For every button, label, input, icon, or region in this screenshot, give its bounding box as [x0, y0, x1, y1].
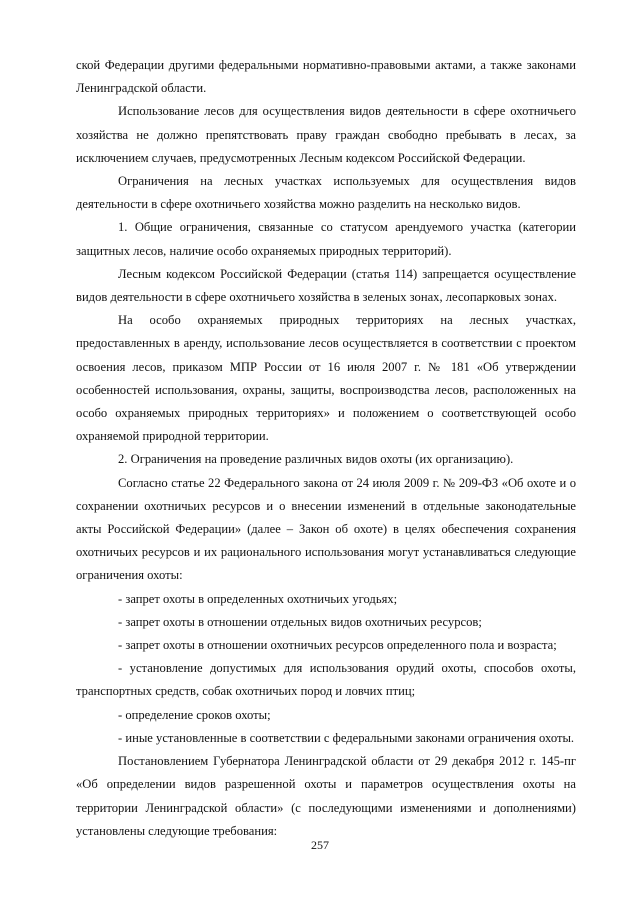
- paragraph: Ограничения на лесных участках используемых для осуществления видов деятельности в сфере охотничьего хозяйства можно разделить на несколько видов.: [76, 174, 576, 212]
- paragraph: Согласно статье 22 Федерального закона от 24 июля 2009 г. № 209-ФЗ «Об охоте и о сохранении охотничьих ресурсов и о внесении изменений в отдельные законодательные акты Российской Федерации» (далее – Закон об охоте) в целях обеспечения сохранения охотничьих ресурсов и их рационального использования могут устанавливаться следующие ограничения охоты:: [76, 475, 576, 583]
- body-text: [76, 54, 576, 843]
- page-number: 257: [311, 838, 329, 852]
- paragraph: Использование лесов для осуществления видов деятельности в сфере охотничьего хозяйства не должно препятствовать праву граждан свободно пребывать в лесах, за исключением случаев, предусмотренных Лесным кодексом Российской Федерации.: [76, 104, 576, 165]
- list-item: - определение сроков охоты;: [118, 707, 271, 722]
- list-item: - запрет охоты в отношении охотничьих ресурсов определенного пола и возраста;: [118, 638, 557, 653]
- paragraph: Лесным кодексом Российской Федерации (статья 114) запрещается осуществление видов деятельности в сфере охотничьего хозяйства в зеленых зонах, лесопарковых зонах.: [76, 266, 576, 305]
- paragraph: На особо охраняемых природных территориях на лесных участках, предоставленных в аренду, использование лесов осуществляется в соответствии с проектом освоения лесов, приказом МПР России от 16 июля 2007 г. № 181 «Об утверждении особенностей использования, охраны, защиты, воспроизводства лесов, расположенных на особо охраняемых природных территориях» и положением о соответствующей особо охраняемой природной территории.: [76, 313, 576, 444]
- paragraph: ской Федерации другими федеральными нормативно-правовыми актами, а также законами Ленинградской области.: [76, 58, 576, 96]
- list-item: - запрет охоты в отношении отдельных видов охотничьих ресурсов;: [118, 614, 482, 629]
- paragraph: 2. Ограничения на проведение различных видов охоты (их организацию).: [118, 452, 514, 467]
- list-item: - иные установленные в соответствии с федеральными законами ограничения охоты.: [118, 730, 575, 745]
- paragraph: Постановлением Губернатора Ленинградской области от 29 декабря 2012 г. 145-пг «Об определении видов разрешенной охоты и параметров осуществления охоты на территории Ленинградской области» (с последующими изменениями и дополнениями) установлены следующие требования:: [76, 754, 576, 838]
- list-item: - установление допустимых для использования орудий охоты, способов охоты, транспортных средств, собак охотничьих пород и ловчих птиц;: [76, 661, 576, 699]
- paragraph: 1. Общие ограничения, связанные со статусом арендуемого участка (категории защитных лесов, наличие особо охраняемых природных территорий).: [76, 220, 576, 258]
- list-item: - запрет охоты в определенных охотничьих угодьях;: [118, 591, 398, 606]
